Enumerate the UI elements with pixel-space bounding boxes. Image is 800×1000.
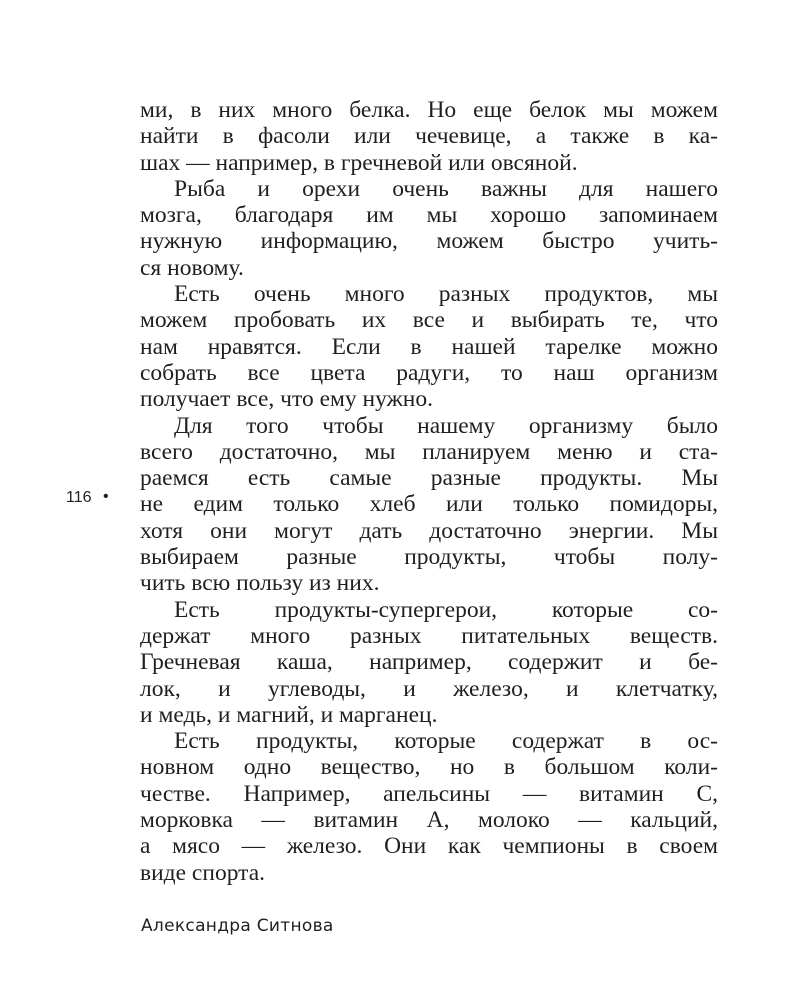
text-line: выбираем разные продукты, чтобы полу-: [140, 544, 718, 571]
text-line: виде спорта.: [140, 859, 265, 886]
text-line: морковка — витамин А, молоко — кальций,: [140, 807, 718, 834]
text-line: честве. Например, апельсины — витамин С,: [140, 780, 718, 807]
text-line: новном одно вещество, но в большом коли-: [140, 754, 718, 781]
text-line: Есть продукты, которые содержат в ос-: [174, 728, 718, 755]
text-line: Для того чтобы нашему организму было: [174, 412, 718, 439]
text-line: чить всю пользу из них.: [140, 570, 380, 597]
text-line: лок, и углеводы, и железо, и клетчатку,: [140, 675, 718, 702]
text-line: Рыба и орехи очень важны для нашего: [174, 175, 718, 202]
text-line: не едим только хлеб или только помидоры,: [140, 491, 718, 518]
text-line: ми, в них много белка. Но еще белок мы можем: [140, 97, 718, 123]
page-number: 116: [66, 489, 92, 506]
text-line: ся новому.: [140, 254, 244, 281]
text-line: держат много разных питательных веществ.: [140, 622, 718, 649]
text-line: раемся есть самые разные продукты. Мы: [140, 465, 718, 492]
text-line: мозга, благодаря им мы хорошо запоминаем: [140, 202, 718, 229]
text-line: хотя они могут дать достаточно энергии. Мы: [140, 517, 718, 544]
text-line: можем пробовать их все и выбирать те, что: [140, 307, 718, 334]
running-footer-author: Александра Ситнова: [141, 916, 334, 936]
text-line: получает все, что ему нужно.: [140, 386, 433, 413]
text-line: нам нравятся. Если в нашей тарелке можно: [140, 333, 718, 360]
text-line: и медь, и магний, и марганец.: [140, 701, 438, 728]
text-line: собрать все цвета радуги, то наш организм: [140, 359, 718, 386]
text-line: а мясо — железо. Они как чемпионы в своем: [140, 833, 718, 860]
text-line: Гречневая каша, например, содержит и бе-: [140, 649, 718, 676]
text-line: нужную информацию, можем быстро учить-: [140, 228, 718, 255]
text-line: Есть очень много разных продуктов, мы: [174, 281, 718, 308]
text-line: Есть продукты-супергерои, которые со-: [174, 596, 718, 623]
text-line: всего достаточно, мы планируем меню и ста-: [140, 438, 718, 465]
text-line: найти в фасоли или чечевице, а также в ка-: [140, 123, 718, 150]
body-text: [140, 97, 718, 886]
text-line: шах — например, в гречневой или овсяной.: [140, 149, 578, 176]
page-number-bullet: •: [103, 488, 109, 505]
